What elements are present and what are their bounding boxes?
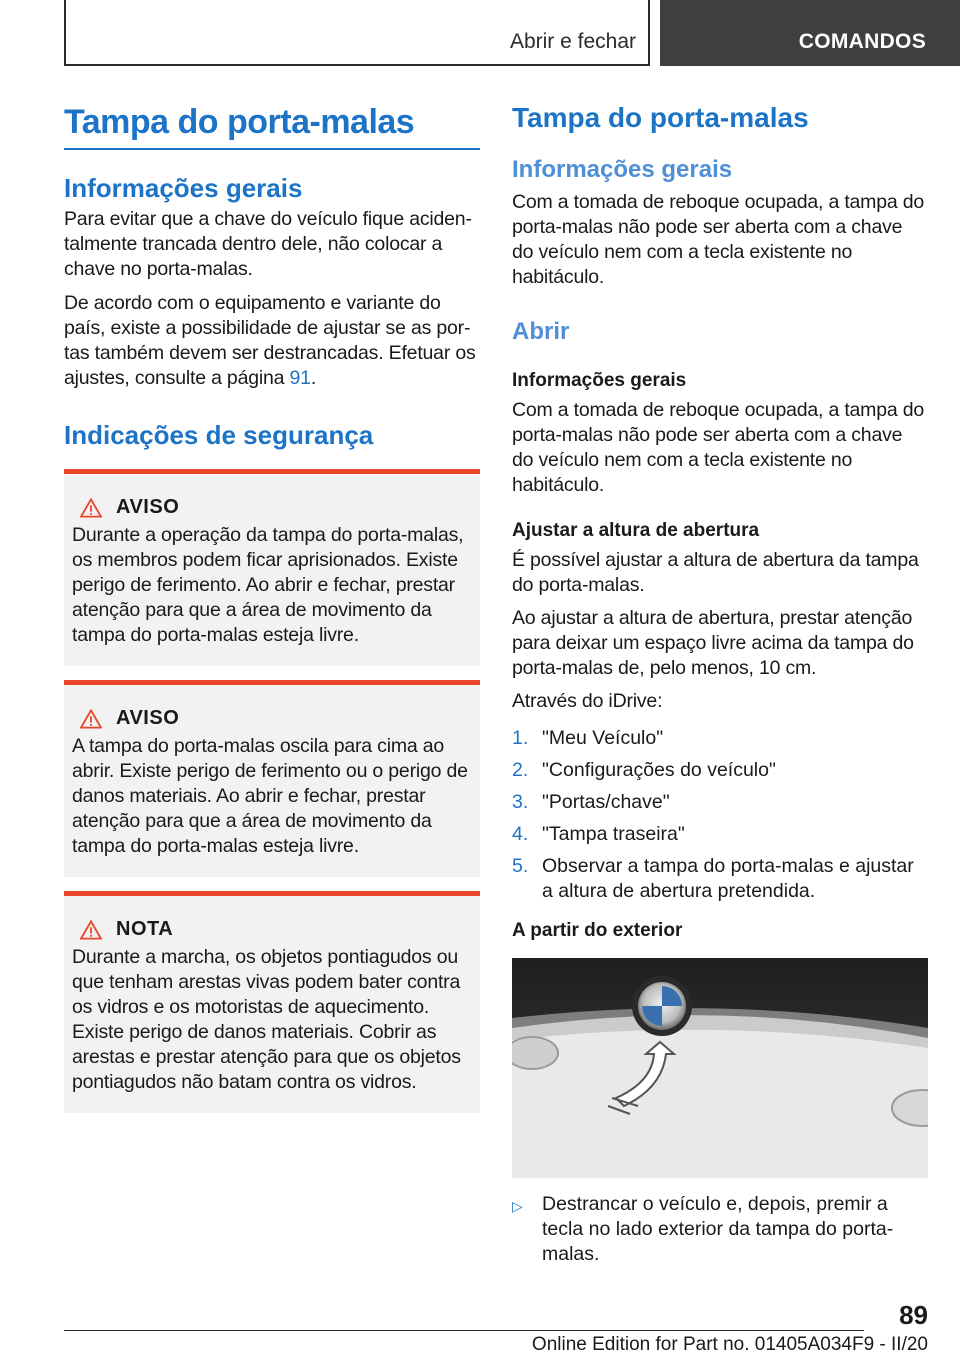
- page-title: Tampa do porta-malas: [64, 103, 415, 141]
- warning-box-1: [64, 469, 480, 666]
- warning-text: A tampa do porta-malas oscila para cima ao abrir. Existe perigo de ferimento ou o perigo de danos materiais. Ao abrir e fechar, prestar atenção para que a área de movimento da tampa do porta-malas esteja livre.: [72, 735, 468, 857]
- footer-rule: [64, 1330, 864, 1331]
- general-info-paragraph-2: [64, 291, 480, 391]
- step-text: "Portas/chave": [542, 791, 670, 813]
- step-text: "Configurações do veículo": [542, 759, 776, 781]
- general-info-text-right: Com a tomada de reboque ocupada, a tampa do porta-malas não pode ser aberta com a chave do veículo nem com a tecla existente no habitáculo.: [512, 191, 925, 288]
- warning-title-row: [72, 707, 472, 730]
- list-item: [512, 790, 928, 815]
- safety-heading: Indicações de segurança: [64, 420, 374, 450]
- step-number: 2.: [512, 759, 529, 781]
- instruction-bullet: [512, 1192, 928, 1267]
- warning-text: Durante a operação da tampa do porta-malas, os membros podem ficar aprisionados. Existe perigo de ferimento. Ao abrir e fechar, prestar atenção para que a área de movimento da tampa do porta-malas esteja livre.: [72, 524, 464, 646]
- opening-height-paragraph-1: É possível ajustar a altura de abertura da tampa do porta-malas.: [512, 549, 919, 596]
- notice-box: [64, 891, 480, 1113]
- general-info-heading: Informações gerais: [64, 173, 303, 203]
- step-text: "Meu Veículo": [542, 727, 664, 749]
- trunk-exterior-photo: [512, 958, 928, 1178]
- paragraph-text-end: .: [310, 367, 317, 389]
- notice-text: Durante a marcha, os objetos pontiagudos ou que tenham arestas vivas podem bater contra os vidros e os motoristas de aquecimento. Existe perigo de danos materiais. Cobrir as arestas e prestar atenção para que os objetos pontiagudos não batam contra os vidros.: [72, 946, 461, 1093]
- trunk-button-illustration: [512, 958, 928, 1178]
- exterior-heading: A partir do exterior: [512, 920, 683, 941]
- opening-height-heading: Ajustar a altura de abertura: [512, 520, 760, 541]
- list-item: [512, 854, 928, 904]
- header-section-box: [64, 0, 650, 66]
- open-heading: Abrir: [512, 318, 570, 345]
- instruction-text: Destrancar o veículo e, depois, premir a tecla no lado exterior da tampa do porta-malas.: [542, 1193, 894, 1265]
- step-text: Observar a tampa do porta-malas e ajustar a altura de abertura pretendida.: [542, 855, 914, 902]
- bullet-triangle-icon: ▷: [512, 1198, 523, 1214]
- notice-title: NOTA: [116, 918, 174, 940]
- open-subheading: Informações gerais: [512, 370, 687, 391]
- list-item: [512, 726, 928, 751]
- idrive-steps-list: [512, 726, 928, 904]
- left-column: [64, 100, 480, 1113]
- warning-triangle-icon: [80, 709, 102, 729]
- paragraph-text: De acordo com o equipamento e variante do país, existe a possibilidade de ajustar se as portas também devem ser destrancadas. Efetuar os ajustes, consulte a página: [64, 292, 476, 389]
- warning-title-row: [72, 496, 472, 519]
- step-text: "Tampa traseira": [542, 823, 685, 845]
- warning-title: AVISO: [116, 707, 180, 729]
- step-number: 3.: [512, 791, 529, 813]
- header-section-title: Abrir e fechar: [509, 30, 636, 53]
- warning-triangle-icon: [80, 920, 102, 940]
- section-title: Tampa do porta-malas: [512, 102, 809, 133]
- footer-edition: Online Edition for Part no. 01405A034F9 - II/20: [531, 1334, 928, 1355]
- warning-title: AVISO: [116, 496, 180, 518]
- opening-height-paragraph-2: Ao ajustar a altura de abertura, prestar atenção para deixar um espaço livre acima da tampa do porta-malas de, pelo menos, 10 cm.: [512, 607, 914, 679]
- general-info-paragraph-1: Para evitar que a chave do veículo fique acidentalmente trancada dentro dele, não colocar a chave no porta-malas.: [64, 208, 472, 280]
- list-item: [512, 758, 928, 783]
- step-number: 5.: [512, 855, 529, 877]
- list-item: [512, 822, 928, 847]
- header-chapter-box: [660, 0, 960, 66]
- header-chapter-title: COMANDOS: [798, 30, 926, 53]
- step-number: 4.: [512, 823, 529, 845]
- page-reference-link[interactable]: 91: [289, 367, 311, 389]
- step-number: 1.: [512, 727, 529, 749]
- open-text: Com a tomada de reboque ocupada, a tampa do porta-malas não pode ser aberta com a chave do veículo nem com a tecla existente no habitáculo.: [512, 399, 925, 496]
- title-rule: [64, 148, 480, 150]
- page-number: 89: [899, 1300, 928, 1330]
- warning-triangle-icon: [80, 498, 102, 518]
- warning-box-2: [64, 680, 480, 877]
- right-column: [512, 100, 928, 1267]
- warning-title-row: [72, 918, 472, 941]
- general-info-heading-right: Informações gerais: [512, 156, 733, 183]
- idrive-intro: Através do iDrive:: [512, 690, 663, 712]
